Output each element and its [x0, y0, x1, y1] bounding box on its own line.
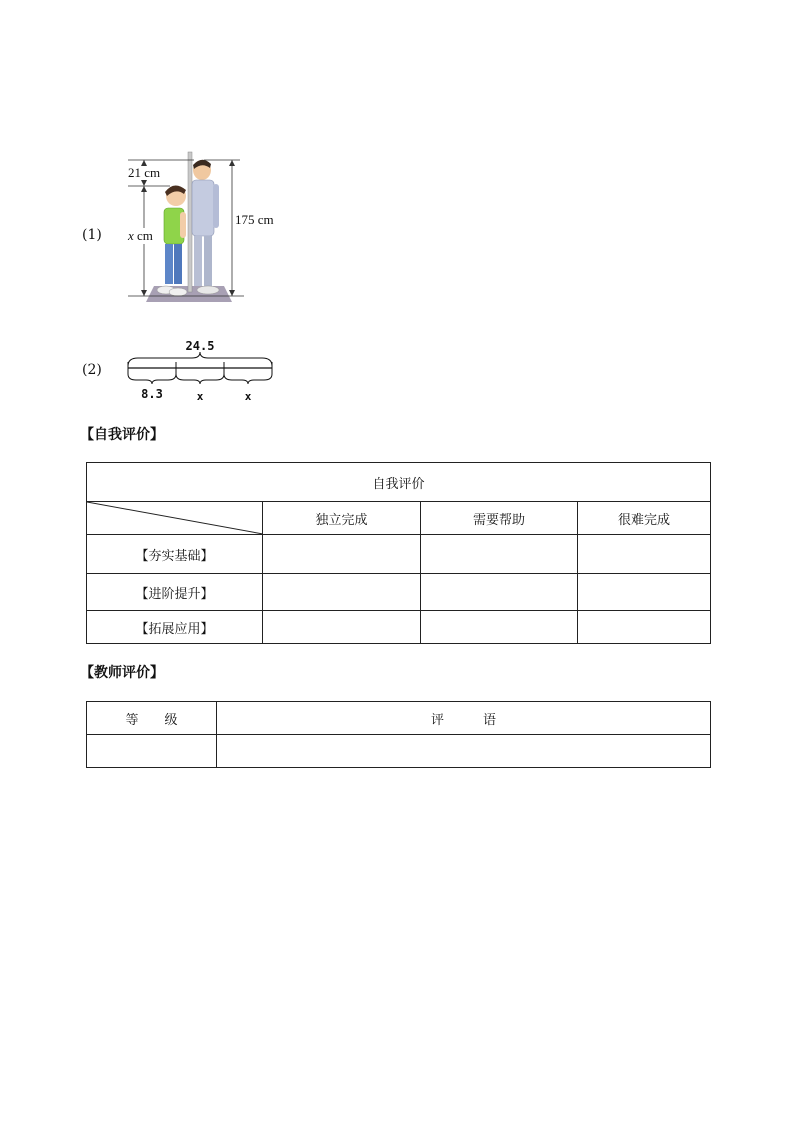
eval-cell[interactable]: [263, 535, 421, 574]
height-figure: [124, 150, 274, 306]
eval-cell[interactable]: [421, 574, 578, 611]
bottom-brace-2: [176, 374, 224, 384]
measuring-pole: [188, 152, 192, 292]
self-eval-table-title: 自我评价: [87, 463, 711, 502]
bottom-brace-1: [128, 374, 176, 384]
top-measure-label: 21 cm: [128, 165, 161, 180]
top-brace: [128, 352, 272, 366]
eval-cell[interactable]: [421, 611, 578, 644]
grade-cell[interactable]: [87, 735, 217, 768]
teacher-eval-heading: 【教师评价】: [80, 665, 164, 681]
total-label: 24.5: [185, 339, 215, 353]
row-header-advanced: 【进阶提升】: [87, 574, 263, 611]
row-header-extension: 【拓展应用】: [87, 611, 263, 644]
part-2-label: x: [196, 390, 204, 403]
eval-cell[interactable]: [421, 535, 578, 574]
eval-cell[interactable]: [578, 574, 711, 611]
eval-cell[interactable]: [578, 535, 711, 574]
eval-cell[interactable]: [263, 611, 421, 644]
left-measure-label: x cm: [128, 228, 153, 243]
col-header-comment: 评 语: [217, 702, 711, 735]
comment-cell[interactable]: [217, 735, 711, 768]
col-header-difficult: 很难完成: [578, 502, 711, 535]
row-header-basics: 【夯实基础】: [87, 535, 263, 574]
self-eval-table: [86, 462, 711, 644]
problem-1-label: (1): [82, 227, 102, 243]
col-header-grade: 等 级: [87, 702, 217, 735]
segment-diagram: [120, 336, 280, 404]
col-header-need-help: 需要帮助: [421, 502, 578, 535]
part-1-label: 8.3: [141, 387, 163, 401]
diagonal-header-cell: [87, 502, 263, 535]
right-measure-label: 175 cm: [235, 212, 274, 227]
col-header-independent: 独立完成: [263, 502, 421, 535]
problem-2-label: (2): [82, 362, 102, 378]
self-eval-heading: 【自我评价】: [80, 427, 164, 443]
eval-cell[interactable]: [263, 574, 421, 611]
bottom-brace-3: [224, 374, 272, 384]
part-3-label: x: [244, 390, 252, 403]
teacher-eval-table: [86, 701, 711, 768]
man-figure: [192, 160, 219, 294]
eval-cell[interactable]: [578, 611, 711, 644]
